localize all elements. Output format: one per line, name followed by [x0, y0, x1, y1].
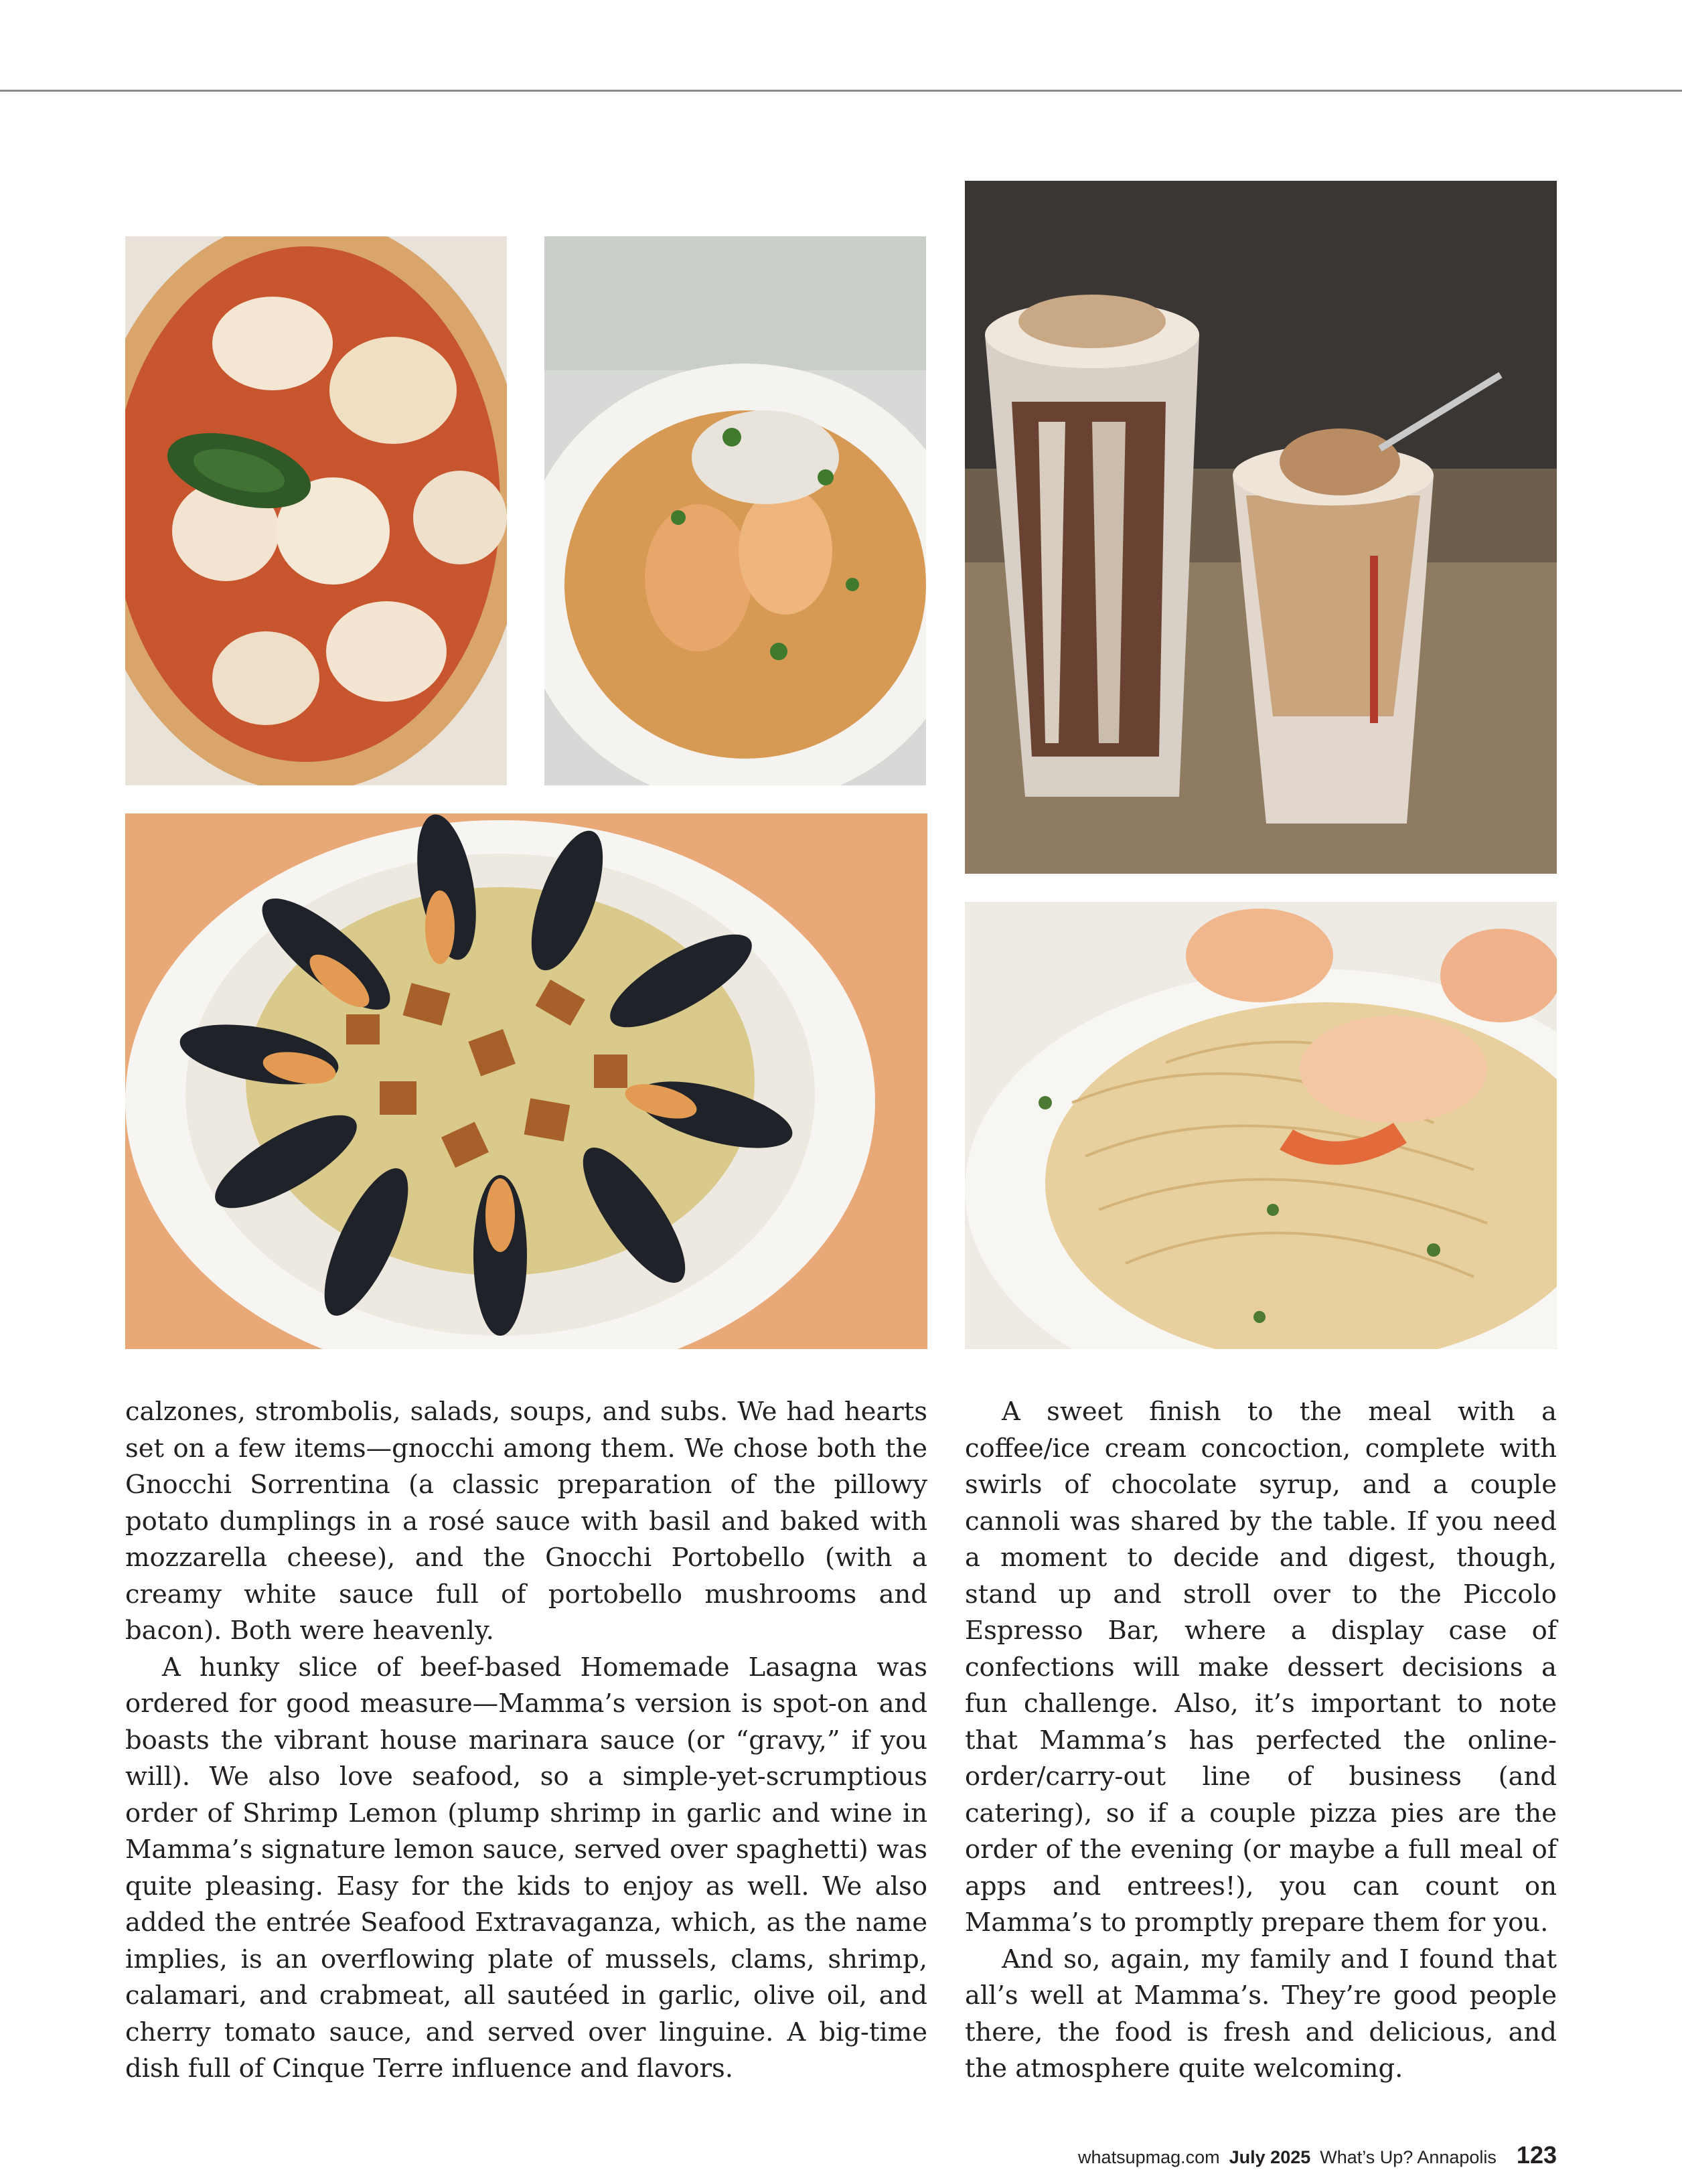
footer-site[interactable]: whatsupmag.com — [1078, 2147, 1220, 2167]
footer-magazine: What’s Up? Annapolis — [1320, 2147, 1497, 2167]
article-column-left — [125, 1394, 927, 2088]
top-rule — [0, 90, 1682, 92]
page-number: 123 — [1516, 2141, 1557, 2169]
shrimp-spaghetti-photo — [965, 902, 1557, 1349]
footer-date: July 2025 — [1229, 2147, 1311, 2167]
mussels-plate-photo — [125, 813, 927, 1349]
article-paragraph: And so, again, my family and I found that all’s well at Mamma’s. They’re good people there, the food is fresh and delicious, and the atmosphere quite welcoming. — [965, 1944, 1557, 2084]
article-paragraph: calzones, strombolis, salads, soups, and subs. We had hearts set on a few items—gnocchi among them. We chose both the Gnocchi Sorrentina (a classic preparation of the pillowy potato dumplings in a rosé sauce with basil and baked with mozzarella cheese), and the Gnocchi Portobello (with a creamy white sauce full of portobello mushrooms and bacon). Both were heavenly. — [125, 1397, 927, 1646]
article-column-right — [965, 1394, 1557, 2088]
margherita-pizza-photo — [125, 236, 507, 785]
article-paragraph: A sweet finish to the meal with a coffee/ice cream concoction, complete with swirls of chocolate syrup, and a couple cannoli was shared by the table. If you need a moment to decide and digest, though, stand up and stroll over to the Piccolo Espresso Bar, where a display case of confections will make dessert decisions a fun challenge. Also, it’s important to note that Mamma’s has perfected the online-order/carry-out line of business (and catering), so if a couple pizza pies are the order of the evening (or maybe a full meal of apps and entrees!), you can count on Mamma’s to promptly prepare them for you. — [965, 1397, 1557, 1938]
article-paragraph: A hunky slice of beef-based Homemade Lasagna was ordered for good measure—Mamma’s version is spot-on and boasts the vibrant house marinara sauce (or “gravy,” if you will). We also love seafood, so a simple-yet-scrumptious order of Shrimp Lemon (plump shrimp in garlic and wine in Mamma’s signature lemon sauce, served over spaghetti) was quite pleasing. Easy for the kids to enjoy as well. We also added the entrée Seafood Extravaganza, which, as the name implies, is an overflowing plate of mussels, clams, shrimp, calamari, and crabmeat, all sautéed in garlic, olive oil, and cherry tomato sauce, and served over linguine. A big-time dish full of Cinque Terre influence and flavors. — [125, 1652, 927, 2084]
coffee-ice-cream-drinks-photo — [965, 181, 1557, 874]
shrimp-pasta-photo — [544, 236, 926, 785]
page-footer — [1078, 2141, 1557, 2169]
